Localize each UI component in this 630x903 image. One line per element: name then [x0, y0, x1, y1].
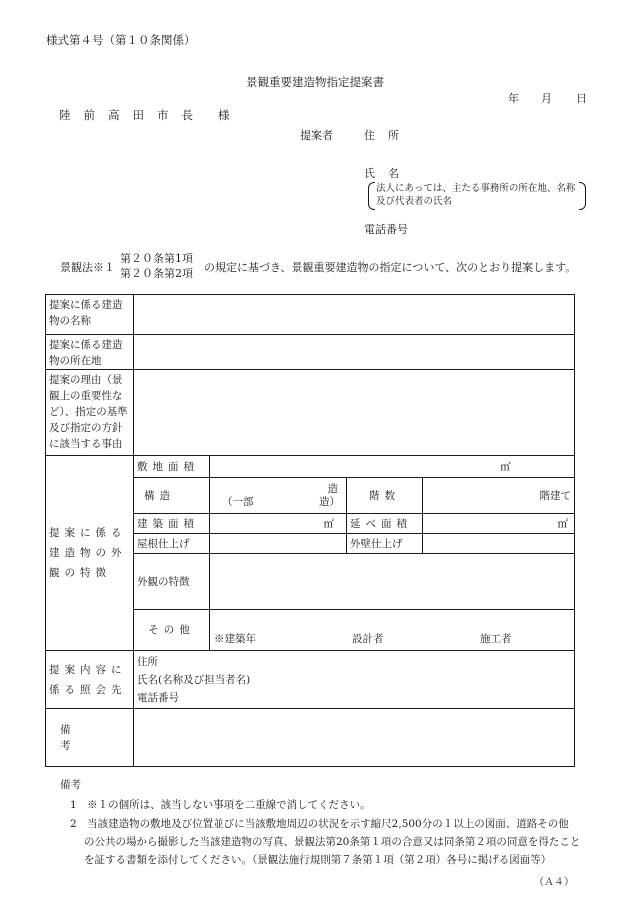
form-number: 様式第４号（第１０条関係）	[46, 33, 196, 47]
other-label: その他	[134, 610, 210, 651]
appearance-field[interactable]	[210, 554, 575, 610]
sqm-unit: ㎡	[500, 460, 511, 473]
sqm-unit: ㎡	[323, 517, 334, 530]
site-area-label: 敷地面積	[134, 456, 210, 478]
floor-area-field[interactable]	[423, 514, 575, 534]
features-label: 提案に係る建造物の外観の特徴	[46, 456, 134, 651]
building-area-field[interactable]	[210, 514, 347, 534]
structure-partial-suffix: 造）	[319, 496, 340, 508]
law-statement: の規定に基づき、景観重要建造物の指定について、次のとおり提案します。	[204, 261, 577, 274]
law-reference: 景観法※１	[60, 261, 115, 274]
wall-finish-field[interactable]	[423, 534, 575, 554]
proposal-table	[45, 294, 575, 767]
law-option-1: 第２０条第1項	[120, 252, 193, 265]
table-row	[46, 709, 575, 767]
date-month-label: 月	[541, 92, 552, 105]
builder-label: 施工者	[480, 633, 512, 645]
document-title: 景観重要建造物指定提案書	[246, 75, 384, 89]
structure-partial: （一部	[222, 496, 254, 508]
appearance-label: 外観の特徴	[134, 554, 210, 610]
contact-field[interactable]	[134, 651, 575, 709]
structure-suffix: 造	[327, 483, 338, 495]
building-location-field[interactable]	[134, 335, 575, 370]
notes-heading: 備考	[60, 779, 81, 791]
sqm-unit: ㎡	[557, 517, 568, 530]
proposer-name-label: 氏名	[364, 167, 412, 180]
building-location-label: 提案に係る建造物の所在地	[46, 335, 134, 370]
built-year-label: ※建築年	[214, 633, 256, 645]
remarks-field[interactable]	[134, 709, 575, 767]
proposal-reason-field[interactable]	[134, 370, 575, 456]
table-row	[46, 335, 575, 370]
floors-suffix: 階建て	[539, 489, 571, 502]
contact-label: 提案内容に係る照会先	[46, 651, 134, 709]
table-row	[46, 295, 575, 335]
date-day-label: 日	[576, 92, 587, 105]
paper-size: （Ａ４）	[534, 877, 574, 888]
contact-address-label: 住所	[137, 656, 158, 668]
contact-name-label: 氏名(名称及び担当者名)	[137, 674, 251, 686]
corporate-note: 法人にあっては、主たる事務所の所在地、名称及び代表者の氏名	[368, 182, 576, 208]
structure-label: 構造	[134, 478, 210, 514]
designer-label: 設計者	[352, 633, 384, 645]
floors-label: 階数	[347, 478, 423, 514]
table-row	[46, 456, 575, 478]
site-area-field[interactable]	[210, 456, 575, 478]
contact-phone-label: 電話番号	[137, 692, 179, 704]
structure-field[interactable]	[210, 478, 347, 514]
wall-finish-label: 外壁仕上げ	[347, 534, 423, 554]
proposal-reason-label: 提案の理由（景観上の重要性など）、指定の基準及び指定の方針に該当する事由	[46, 370, 134, 456]
note-2: 2 当該建造物の敷地及び位置並びに当該敷地周辺の状況を示す縮尺2,500分の１以上の図面、道路その他	[70, 818, 569, 830]
other-field[interactable]	[210, 610, 575, 651]
date-year-label: 年	[508, 92, 519, 105]
note-2-cont-1: の公共の場から撮影した当該建造物の写真、景観法第20条第１項の合意又は同条第２項の同意を得たこと	[84, 836, 581, 848]
note-2-cont-2: を証する書類を添付してください。（景観法施行規則第７条第１項（第２項）各号に掲げる図面等）	[84, 854, 552, 866]
building-name-field[interactable]	[134, 295, 575, 335]
roof-finish-field[interactable]	[210, 534, 347, 554]
building-name-label: 提案に係る建造物の名称	[46, 295, 134, 335]
roof-finish-label: 屋根仕上げ	[134, 534, 210, 554]
addressee-honorific: 様	[218, 108, 230, 122]
remarks-label: 備考	[46, 709, 134, 767]
floors-field[interactable]	[423, 478, 575, 514]
proposer-address-label: 住所	[364, 129, 412, 142]
table-row	[46, 651, 575, 709]
law-option-2: 第２０条第2項	[120, 267, 193, 280]
floor-area-label: 延べ面積	[347, 514, 423, 534]
addressee: 陸前高田市長	[59, 108, 206, 122]
proposer-phone-label: 電話番号	[364, 223, 408, 236]
building-area-label: 建築面積	[134, 514, 210, 534]
note-1: 1 ※１の個所は、該当しない事項を二重線で消してください。	[70, 799, 371, 811]
table-row	[46, 370, 575, 456]
proposer-label: 提案者	[300, 129, 333, 142]
